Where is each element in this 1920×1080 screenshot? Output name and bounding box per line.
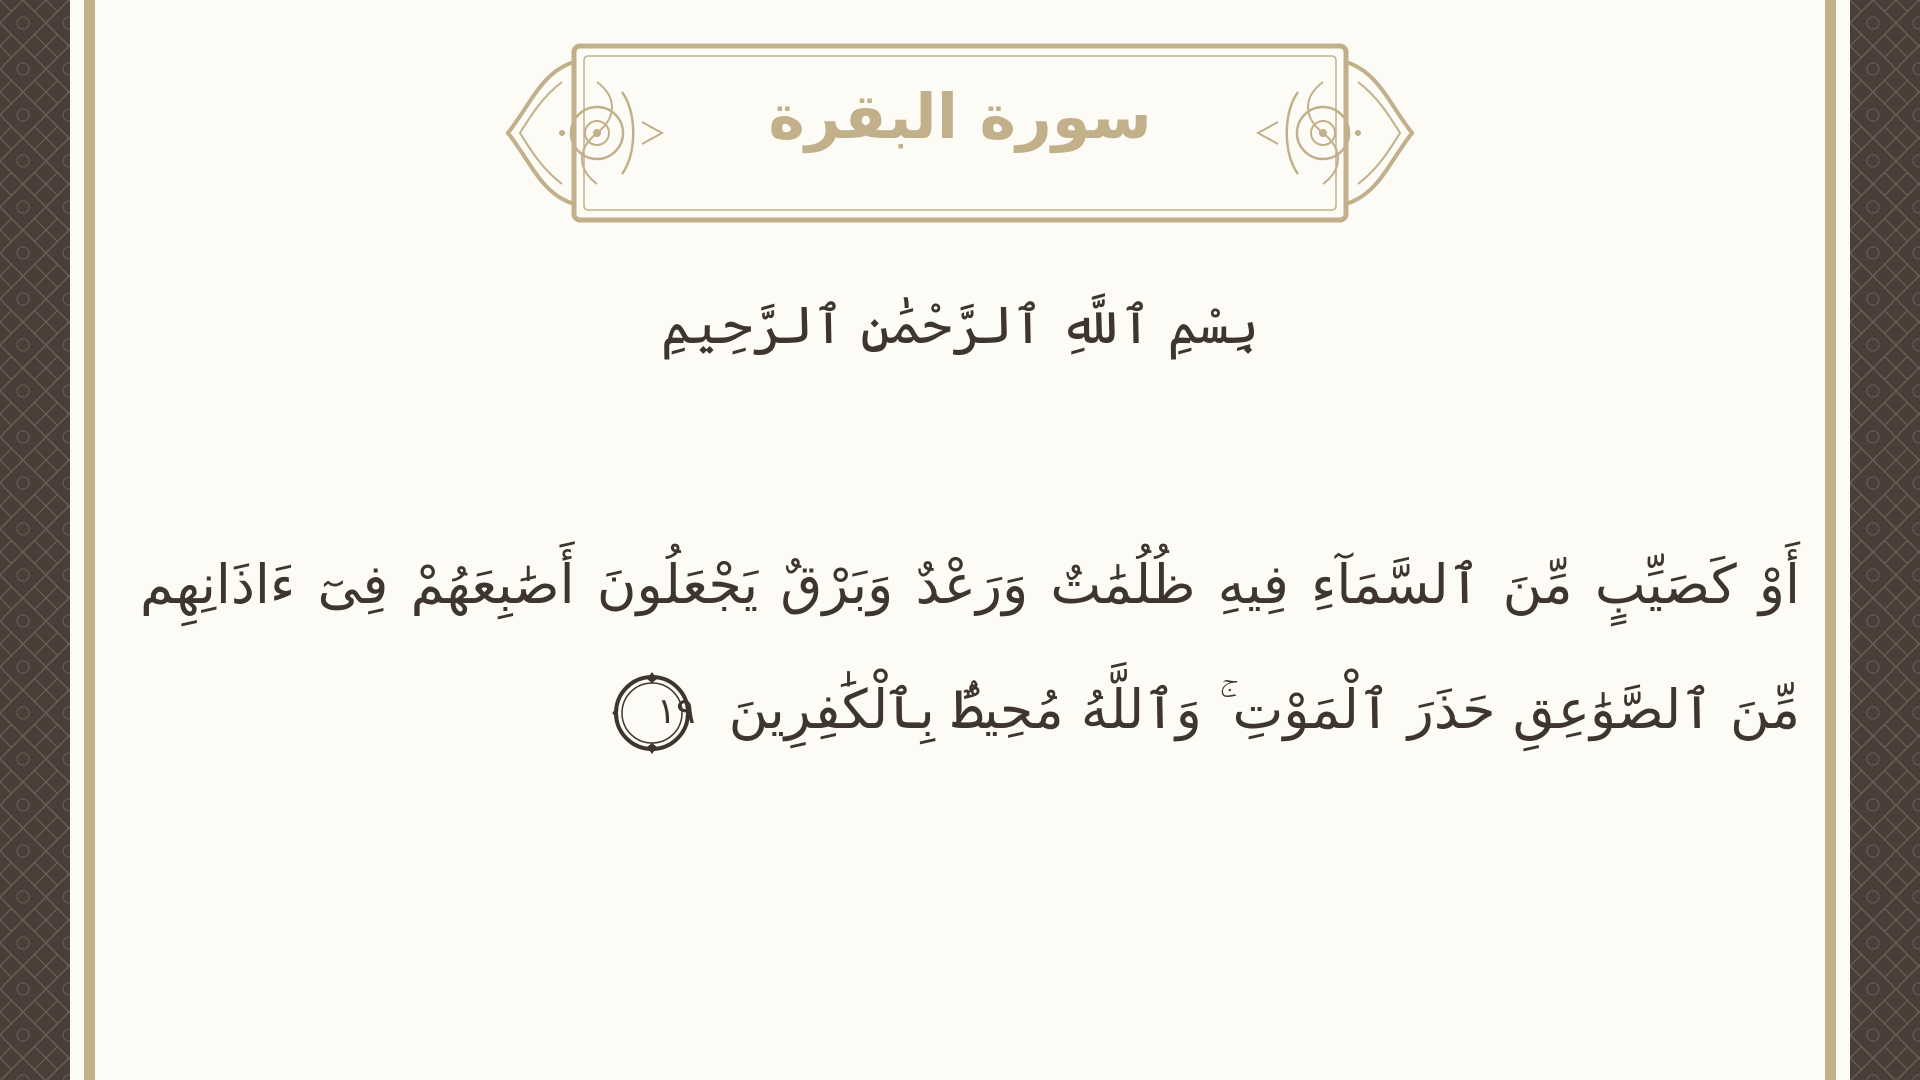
verse-number-marker bbox=[609, 670, 695, 756]
verse-text: أَوْ كَصَيِّبٍ مِّنَ ٱلسَّمَآءِ فِيهِ ظُلُمَٰتٌ وَرَعْدٌ وَبَرْقٌ يَجْعَلُونَ أَصَٰبِعَهُمْ فِىٓ ءَاذَانِهِم مِّنَ ٱلصَّوَٰعِقِ حَذَرَ ٱلْمَوْتِ ۚ وَٱللَّهُ مُحِيطٌۢ بِٱلْكَٰفِرِينَ bbox=[140, 553, 1800, 741]
basmala: بِسْمِ ٱللَّهِ ٱلرَّحْمَٰنِ ٱلرَّحِيمِ bbox=[660, 296, 1260, 356]
verse-block bbox=[140, 522, 1800, 772]
right-gold-rule bbox=[1825, 0, 1836, 1080]
surah-title-frame bbox=[502, 42, 1418, 224]
verse-number: ١٩ bbox=[656, 691, 696, 733]
left-ornamental-border bbox=[0, 0, 70, 1080]
left-gold-rule bbox=[84, 0, 95, 1080]
right-ornamental-border bbox=[1850, 0, 1920, 1080]
surah-title: سورة البقرة bbox=[768, 80, 1152, 153]
